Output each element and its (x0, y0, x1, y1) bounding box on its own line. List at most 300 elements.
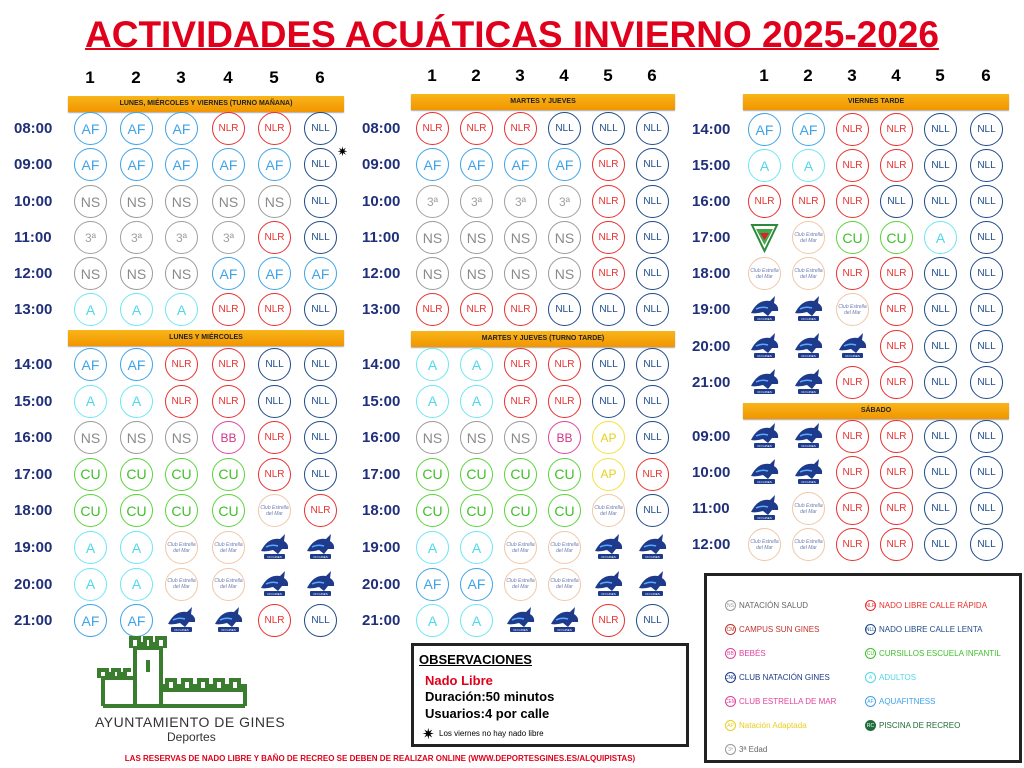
activity-circle-ns: NS (460, 221, 493, 254)
time-label: 10:00 (362, 193, 401, 210)
legend-label: PISCINA DE RECREO (879, 721, 961, 730)
club-estrella-del-mar-icon: Club Estrella del Mar (792, 257, 825, 290)
legend-label: NATACIÓN SALUD (739, 601, 809, 610)
activity-circle-nll: NLL (970, 366, 1003, 399)
club-natacion-gines-shark-icon (258, 531, 291, 564)
schedule-section-header: VIERNES TARDE (743, 94, 1009, 110)
activity-circle-3a: 3ª (460, 185, 493, 218)
activity-circle-cu: CU (165, 458, 198, 491)
club-natacion-gines-shark-icon (792, 330, 825, 363)
activity-circle-ns: NS (504, 221, 537, 254)
activity-circle-ns: NS (74, 421, 107, 454)
activity-circle-nll: NLL (548, 293, 581, 326)
activity-circle-nll: NLL (304, 421, 337, 454)
activity-circle-ns: NS (165, 257, 198, 290)
activity-circle-a: A (460, 385, 493, 418)
club-natacion-gines-shark-icon (792, 420, 825, 453)
time-label: 09:00 (692, 428, 731, 445)
club-estrella-del-mar-icon: Club Estrella del Mar (592, 494, 625, 527)
activity-circle-nll: NLL (970, 456, 1003, 489)
svg-text:CN GINES: CN GINES (757, 317, 772, 321)
activity-circle-nll: NLL (592, 385, 625, 418)
nado-libre-label: Nado Libre (425, 673, 493, 688)
activity-circle-cu: CU (504, 458, 537, 491)
activity-circle-a: A (748, 149, 781, 182)
legend-label: CURSILLOS ESCUELA INFANTIL (879, 649, 1001, 658)
page-title: ACTIVIDADES ACUÁTICAS INVIERNO 2025-2026 (85, 14, 939, 55)
club-estrella-del-mar-icon: Club Estrella del Mar (748, 528, 781, 561)
activity-circle-nlr: NLR (836, 257, 869, 290)
club-estrella-del-mar-icon: Club Estrella del Mar (548, 568, 581, 601)
column-number: 3 (515, 66, 525, 85)
legend-swatch-icon: 3ª (725, 744, 736, 755)
activity-circle-nlr: NLR (258, 293, 291, 326)
activity-circle-nlr: NLR (504, 348, 537, 381)
activity-circle-nll: NLL (636, 257, 669, 290)
club-natacion-gines-shark-icon (748, 456, 781, 489)
time-label: 16:00 (14, 429, 53, 447)
legend-swatch-icon: NS (725, 600, 736, 611)
activity-circle-3a: 3ª (416, 185, 449, 218)
activity-circle-nll: NLL (924, 330, 957, 363)
legend-swatch-icon: BB (725, 648, 736, 659)
club-natacion-gines-shark-icon (792, 293, 825, 326)
castle-logo-icon (95, 630, 295, 712)
activity-circle-nlr: NLR (460, 293, 493, 326)
activity-circle-a: A (120, 568, 153, 601)
column-number: 2 (471, 66, 481, 85)
schedule-section-header: MARTES Y JUEVES (411, 94, 675, 110)
legend-label: NADO LIBRE CALLE RÁPIDA (879, 601, 988, 610)
club-estrella-del-mar-icon: Club Estrella del Mar (548, 531, 581, 564)
activity-circle-cu: CU (416, 458, 449, 491)
time-label: 12:00 (692, 536, 731, 553)
club-estrella-del-mar-icon: Club Estrella del Mar (212, 531, 245, 564)
activity-circle-nlr: NLR (592, 604, 625, 637)
activity-circle-nlr: NLR (212, 112, 245, 145)
activity-circle-a: A (416, 385, 449, 418)
activity-circle-cu: CU (74, 458, 107, 491)
club-natacion-gines-shark-icon (792, 366, 825, 399)
activity-circle-nll: NLL (636, 494, 669, 527)
activity-circle-nlr: NLR (880, 528, 913, 561)
legend-swatch-icon: CEM (725, 696, 736, 707)
legend-item (725, 696, 836, 707)
legend-item (865, 648, 1001, 659)
activity-circle-cu: CU (165, 494, 198, 527)
activity-circle-nlr: NLR (416, 293, 449, 326)
activity-circle-ns: NS (74, 257, 107, 290)
time-label: 21:00 (692, 374, 731, 391)
time-label: 17:00 (14, 465, 53, 483)
activity-circle-af: AF (416, 568, 449, 601)
activity-circle-bb: BB (548, 421, 581, 454)
activity-circle-nlr: NLR (548, 348, 581, 381)
legend-swatch-icon: RC (865, 720, 876, 731)
legend-item (725, 600, 808, 611)
time-label: 10:00 (692, 464, 731, 481)
activity-circle-nlr: NLR (592, 148, 625, 181)
activity-circle-nll: NLL (970, 113, 1003, 146)
activity-circle-af: AF (548, 148, 581, 181)
activity-circle-nll: NLL (304, 148, 337, 181)
legend-box (704, 573, 1022, 763)
activity-circle-cu: CU (460, 458, 493, 491)
activity-circle-a: A (74, 531, 107, 564)
activity-circle-nll: NLL (304, 221, 337, 254)
activity-circle-ap: AP (592, 421, 625, 454)
time-label: 14:00 (692, 121, 731, 138)
svg-text:CN GINES: CN GINES (801, 480, 816, 484)
club-natacion-gines-shark-icon (636, 531, 669, 564)
svg-text:CN GINES: CN GINES (313, 555, 328, 559)
club-estrella-del-mar-icon: Club Estrella del Mar (504, 568, 537, 601)
activity-circle-af: AF (748, 113, 781, 146)
activity-circle-cu: CU (504, 494, 537, 527)
activity-circle-ns: NS (504, 421, 537, 454)
activity-circle-bb: BB (212, 421, 245, 454)
logo-line2: Deportes (167, 730, 216, 744)
activity-circle-3a: 3ª (212, 221, 245, 254)
time-label: 19:00 (692, 301, 731, 318)
time-label: 15:00 (14, 392, 53, 410)
activity-circle-cu: CU (120, 458, 153, 491)
column-number: 1 (759, 66, 769, 85)
activity-circle-ns: NS (165, 421, 198, 454)
activity-circle-af: AF (460, 568, 493, 601)
svg-text:CN GINES: CN GINES (313, 591, 328, 596)
activity-circle-a: A (460, 348, 493, 381)
activity-circle-a: A (416, 348, 449, 381)
time-label: 11:00 (362, 229, 400, 246)
activity-circle-a: A (120, 531, 153, 564)
activity-circle-af: AF (74, 348, 107, 381)
activity-circle-ns: NS (120, 421, 153, 454)
activity-circle-ns: NS (548, 257, 581, 290)
time-label: 09:00 (362, 156, 401, 173)
footer-note: LAS RESERVAS DE NADO LIBRE Y BAÑO DE RECREO SE DEBEN DE REALIZAR ONLINE (WWW.DEPORTESGINES.ES/ALQUIPISTAS) (124, 754, 636, 763)
activity-circle-3a: 3ª (120, 221, 153, 254)
club-natacion-gines-shark-icon (258, 568, 291, 601)
activity-circle-nlr: NLR (836, 149, 869, 182)
activity-circle-ns: NS (74, 185, 107, 218)
activity-circle-af: AF (792, 113, 825, 146)
time-label: 14:00 (14, 356, 53, 373)
club-natacion-gines-shark-icon (592, 531, 625, 564)
time-label: 15:00 (362, 392, 401, 410)
activity-circle-nll: NLL (636, 185, 669, 218)
activity-circle-nlr: NLR (212, 293, 245, 326)
column-number: 6 (647, 66, 657, 85)
activity-circle-nll: NLL (970, 420, 1003, 453)
activity-circle-af: AF (120, 148, 153, 181)
activity-circle-nlr: NLR (836, 456, 869, 489)
schedule-section-header: LUNES Y MIÉRCOLES (68, 330, 344, 346)
usuarios-text: Usuarios:4 por calle (425, 706, 550, 721)
club-natacion-gines-shark-icon (304, 531, 337, 564)
activity-circle-nll: NLL (924, 185, 957, 218)
activity-circle-nlr: NLR (836, 366, 869, 399)
activity-circle-nlr: NLR (258, 221, 291, 254)
club-estrella-del-mar-icon: Club Estrella del Mar (792, 492, 825, 525)
club-natacion-gines-shark-icon (592, 568, 625, 601)
activity-circle-af: AF (120, 604, 153, 637)
activity-circle-nlr: NLR (836, 185, 869, 218)
time-label: 17:00 (362, 465, 401, 483)
svg-text:CN GINES: CN GINES (757, 480, 772, 484)
time-label: 11:00 (14, 229, 52, 246)
legend-item (865, 600, 987, 611)
legend-swatch-icon: CNG (725, 672, 736, 683)
activity-circle-nlr: NLR (416, 112, 449, 145)
column-number: 3 (176, 68, 186, 87)
activity-circle-nlr: NLR (304, 494, 337, 527)
club-estrella-del-mar-icon: Club Estrella del Mar (748, 257, 781, 290)
activity-circle-nll: NLL (970, 185, 1003, 218)
activity-circle-nlr: NLR (592, 257, 625, 290)
activity-circle-nlr: NLR (592, 185, 625, 218)
activity-circle-nll: NLL (924, 257, 957, 290)
activity-circle-ns: NS (460, 421, 493, 454)
activity-circle-nlr: NLR (880, 330, 913, 363)
activity-circle-af: AF (212, 257, 245, 290)
activity-circle-ns: NS (548, 221, 581, 254)
activity-circle-a: A (165, 293, 198, 326)
activity-circle-nlr: NLR (504, 385, 537, 418)
column-number: 4 (891, 66, 901, 85)
svg-text:CN GINES: CN GINES (757, 354, 772, 358)
activity-circle-3a: 3ª (504, 185, 537, 218)
activity-circle-nll: NLL (970, 330, 1003, 363)
legend-label: BEBÉS (739, 649, 766, 658)
activity-circle-ap: AP (592, 458, 625, 491)
legend-swatch-icon: AF (865, 696, 876, 707)
legend-item (865, 720, 960, 731)
star-note: Los viernes no hay nado libre (439, 729, 544, 738)
legend-item (725, 672, 830, 683)
club-natacion-gines-shark-icon (636, 568, 669, 601)
activity-circle-nll: NLL (924, 293, 957, 326)
legend-swatch-icon: A (865, 672, 876, 683)
activity-circle-nll: NLL (592, 112, 625, 145)
activity-circle-af: AF (416, 148, 449, 181)
activity-circle-nll: NLL (636, 421, 669, 454)
legend-item (725, 624, 819, 635)
activity-circle-nlr: NLR (165, 348, 198, 381)
activity-circle-nll: NLL (636, 148, 669, 181)
activity-circle-a: A (460, 531, 493, 564)
activity-circle-nll: NLL (924, 149, 957, 182)
activity-circle-3a: 3ª (74, 221, 107, 254)
time-label: 19:00 (362, 539, 401, 556)
activity-circle-ns: NS (212, 185, 245, 218)
club-natacion-gines-shark-icon (748, 366, 781, 399)
svg-text:CN GINES: CN GINES (757, 390, 772, 394)
activity-circle-nlr: NLR (212, 385, 245, 418)
activity-circle-a: A (120, 293, 153, 326)
svg-text:CN GINES: CN GINES (221, 628, 236, 633)
svg-text:CN GINES: CN GINES (601, 591, 616, 596)
time-label: 13:00 (14, 301, 53, 318)
time-label: 13:00 (362, 301, 401, 318)
activity-circle-af: AF (258, 257, 291, 290)
activity-circle-af: AF (304, 257, 337, 290)
column-number: 1 (85, 68, 95, 87)
activity-circle-nlr: NLR (880, 113, 913, 146)
club-natacion-gines-shark-icon (304, 568, 337, 601)
activity-circle-cu: CU (880, 221, 913, 254)
activity-circle-nll: NLL (880, 185, 913, 218)
activity-circle-nll: NLL (636, 221, 669, 254)
time-label: 12:00 (362, 265, 401, 282)
activity-circle-nll: NLL (924, 492, 957, 525)
activity-circle-nll: NLL (636, 112, 669, 145)
activity-circle-ns: NS (120, 257, 153, 290)
schedule-section-header: LUNES, MIÉRCOLES Y VIERNES (TURNO MAÑANA) (68, 96, 344, 112)
activity-circle-nll: NLL (304, 458, 337, 491)
activity-circle-nlr: NLR (636, 458, 669, 491)
activity-circle-nll: NLL (970, 257, 1003, 290)
legend-swatch-icon: NLL (865, 624, 876, 635)
activity-circle-af: AF (504, 148, 537, 181)
activity-circle-nll: NLL (304, 385, 337, 418)
activity-circle-ns: NS (416, 257, 449, 290)
activity-circle-nlr: NLR (792, 185, 825, 218)
club-natacion-gines-shark-icon (748, 293, 781, 326)
club-natacion-gines-shark-icon (792, 456, 825, 489)
asterisk-icon: ✷ (337, 144, 348, 159)
activity-circle-nlr: NLR (212, 348, 245, 381)
legend-label: CLUB NATACIÓN GINES (739, 673, 830, 682)
activity-circle-a: A (460, 604, 493, 637)
svg-text:CN GINES: CN GINES (645, 591, 660, 596)
activity-circle-nll: NLL (924, 366, 957, 399)
activity-circle-nll: NLL (304, 293, 337, 326)
activity-circle-nll: NLL (636, 348, 669, 381)
activity-circle-nlr: NLR (836, 420, 869, 453)
column-number: 2 (131, 68, 141, 87)
column-number: 1 (427, 66, 437, 85)
activity-circle-nll: NLL (924, 456, 957, 489)
activity-circle-nlr: NLR (836, 492, 869, 525)
club-estrella-del-mar-icon: Club Estrella del Mar (836, 293, 869, 326)
legend-swatch-icon: CU (865, 648, 876, 659)
svg-text:CN GINES: CN GINES (513, 628, 528, 633)
time-label: 08:00 (362, 120, 401, 137)
campus-gines-shield-icon (748, 221, 781, 254)
time-label: 12:00 (14, 265, 53, 282)
activity-circle-a: A (74, 385, 107, 418)
activity-circle-a: A (416, 604, 449, 637)
schedule-section-header: SÁBADO (743, 403, 1009, 419)
club-natacion-gines-shark-icon (504, 604, 537, 637)
time-label: 20:00 (362, 575, 401, 593)
activity-circle-nll: NLL (304, 348, 337, 381)
time-label: 08:00 (14, 120, 53, 137)
activity-circle-af: AF (460, 148, 493, 181)
star-icon: ✷ (422, 726, 435, 743)
time-label: 19:00 (14, 539, 53, 556)
legend-item (865, 624, 982, 635)
svg-text:CN GINES: CN GINES (557, 628, 572, 633)
time-label: 18:00 (14, 502, 53, 520)
time-label: 18:00 (692, 265, 731, 282)
legend-label: AQUAFITNESS (879, 697, 936, 706)
time-label: 20:00 (14, 575, 53, 593)
legend-label: ADULTOS (879, 673, 917, 682)
legend-swatch-icon: CM (725, 624, 736, 635)
activity-circle-3a: 3ª (165, 221, 198, 254)
activity-circle-af: AF (165, 148, 198, 181)
club-natacion-gines-shark-icon (748, 492, 781, 525)
time-label: 20:00 (692, 338, 731, 355)
legend-label: CLUB ESTRELLA DE MAR (739, 697, 837, 706)
svg-text:CN GINES: CN GINES (801, 390, 816, 394)
activity-circle-nlr: NLR (258, 112, 291, 145)
activity-circle-cu: CU (836, 221, 869, 254)
activity-circle-a: A (416, 531, 449, 564)
activity-circle-a: A (120, 385, 153, 418)
activity-circle-ns: NS (460, 257, 493, 290)
legend-label: CAMPUS SUN GINES (739, 625, 820, 634)
activity-circle-nll: NLL (304, 112, 337, 145)
activity-circle-nll: NLL (548, 112, 581, 145)
activity-circle-cu: CU (416, 494, 449, 527)
activity-circle-af: AF (74, 148, 107, 181)
activity-circle-nlr: NLR (880, 293, 913, 326)
activity-circle-nlr: NLR (880, 456, 913, 489)
activity-circle-nll: NLL (924, 528, 957, 561)
svg-text:CN GINES: CN GINES (757, 444, 772, 448)
activity-circle-nll: NLL (970, 221, 1003, 254)
activity-circle-nll: NLL (304, 604, 337, 637)
column-number: 5 (603, 66, 613, 85)
column-number: 6 (981, 66, 991, 85)
column-number: 5 (269, 68, 279, 87)
time-label: 18:00 (362, 502, 401, 520)
column-number: 5 (935, 66, 945, 85)
activity-circle-nll: NLL (970, 492, 1003, 525)
legend-swatch-icon: AP (725, 720, 736, 731)
activity-circle-nlr: NLR (165, 385, 198, 418)
time-label: 09:00 (14, 156, 53, 173)
activity-circle-nlr: NLR (880, 492, 913, 525)
logo-line1: AYUNTAMIENTO DE GINES (95, 714, 286, 730)
activity-circle-nll: NLL (592, 348, 625, 381)
activity-circle-nll: NLL (592, 293, 625, 326)
activity-circle-cu: CU (120, 494, 153, 527)
activity-circle-nlr: NLR (836, 528, 869, 561)
activity-circle-nlr: NLR (504, 112, 537, 145)
activity-circle-af: AF (212, 148, 245, 181)
activity-circle-af: AF (74, 112, 107, 145)
legend-swatch-icon: NLR (865, 600, 876, 611)
activity-circle-af: AF (165, 112, 198, 145)
activity-circle-nll: NLL (304, 185, 337, 218)
activity-circle-a: A (792, 149, 825, 182)
activity-circle-ns: NS (504, 257, 537, 290)
svg-text:CN GINES: CN GINES (801, 354, 816, 358)
activity-circle-nll: NLL (924, 420, 957, 453)
activity-circle-nlr: NLR (880, 257, 913, 290)
activity-circle-af: AF (74, 604, 107, 637)
club-estrella-del-mar-icon: Club Estrella del Mar (504, 531, 537, 564)
activity-circle-ns: NS (165, 185, 198, 218)
activity-circle-af: AF (120, 112, 153, 145)
club-natacion-gines-shark-icon (548, 604, 581, 637)
activity-circle-nlr: NLR (748, 185, 781, 218)
club-estrella-del-mar-icon: Club Estrella del Mar (792, 221, 825, 254)
